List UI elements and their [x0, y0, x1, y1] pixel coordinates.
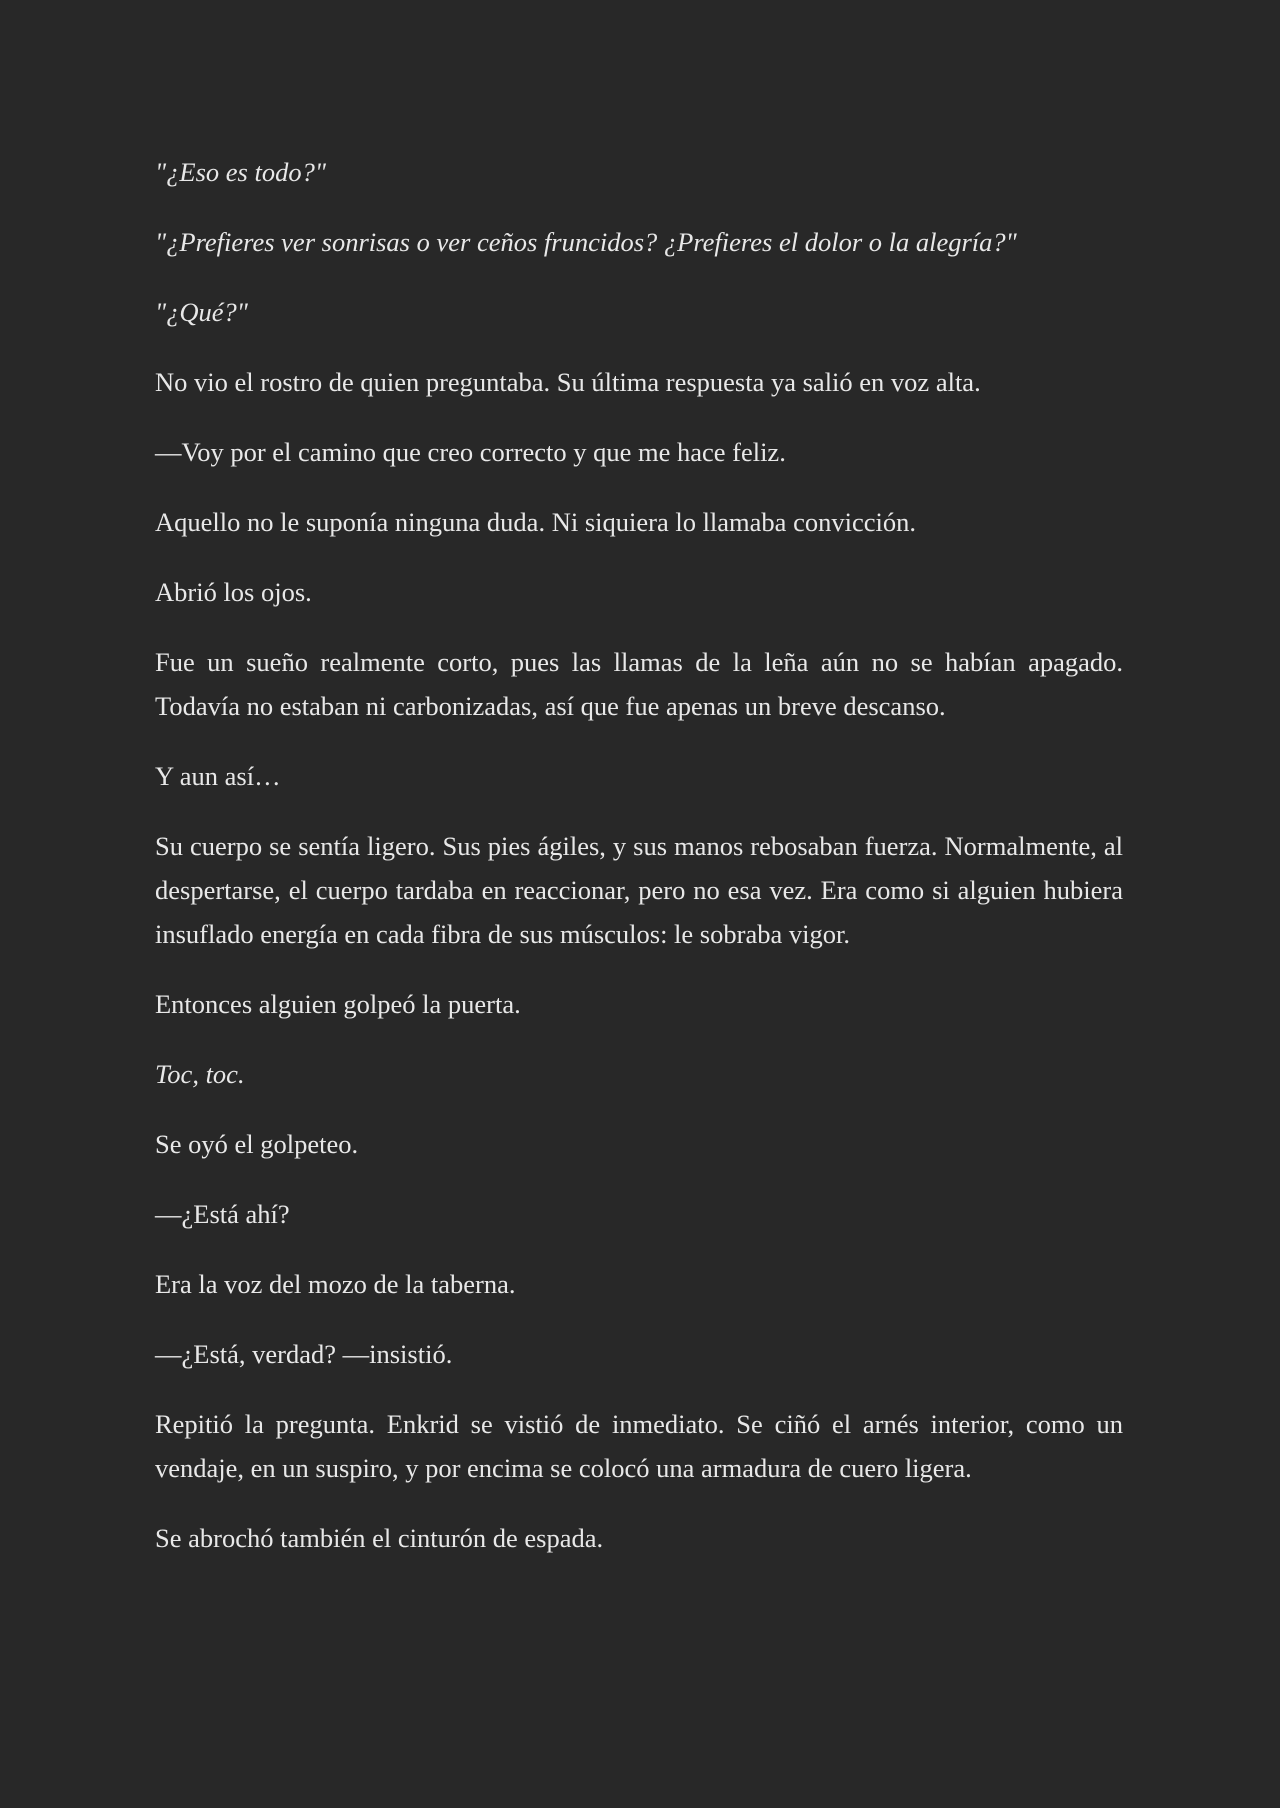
paragraph: Fue un sueño realmente corto, pues las llamas de la leña aún no se habían apagado. Todavía no estaban ni carbonizadas, así que fue apenas un breve descanso. — [155, 647, 1123, 721]
paragraph: No vio el rostro de quien preguntaba. Su última respuesta ya salió en voz alta. — [155, 367, 981, 397]
paragraph: Abrió los ojos. — [155, 577, 312, 607]
paragraph: "¿Prefieres ver sonrisas o ver ceños fruncidos? ¿Prefieres el dolor o la alegría?" — [155, 227, 1017, 257]
paragraph: "¿Eso es todo?" — [155, 157, 326, 187]
paragraph: —¿Está ahí? — [155, 1199, 290, 1229]
paragraph: Se oyó el golpeteo. — [155, 1129, 359, 1159]
paragraph: Entonces alguien golpeó la puerta. — [155, 989, 521, 1019]
paragraph: Se abrochó también el cinturón de espada. — [155, 1523, 604, 1553]
paragraph: —Voy por el camino que creo correcto y que me hace feliz. — [155, 437, 786, 467]
paragraph: Era la voz del mozo de la taberna. — [155, 1269, 516, 1299]
paragraph: "¿Qué?" — [155, 297, 248, 327]
paragraph: Repitió la pregunta. Enkrid se vistió de inmediato. Se ciñó el arnés interior, como un vendaje, en un suspiro, y por encima se colocó una armadura de cuero ligera. — [155, 1409, 1123, 1483]
paragraph: Toc, toc. — [155, 1059, 245, 1089]
paragraph: —¿Está, verdad? —insistió. — [155, 1339, 453, 1369]
paragraph: Aquello no le suponía ninguna duda. Ni siquiera lo llamaba convicción. — [155, 507, 916, 537]
paragraph: Su cuerpo se sentía ligero. Sus pies ágiles, y sus manos rebosaban fuerza. Normalmente, al despertarse, el cuerpo tardaba en reaccionar, pero no esa vez. Era como si alguien hubiera insuflado energía en cada fibra de sus músculos: le sobraba vigor. — [155, 831, 1123, 949]
paragraph: Y aun así… — [155, 761, 281, 791]
